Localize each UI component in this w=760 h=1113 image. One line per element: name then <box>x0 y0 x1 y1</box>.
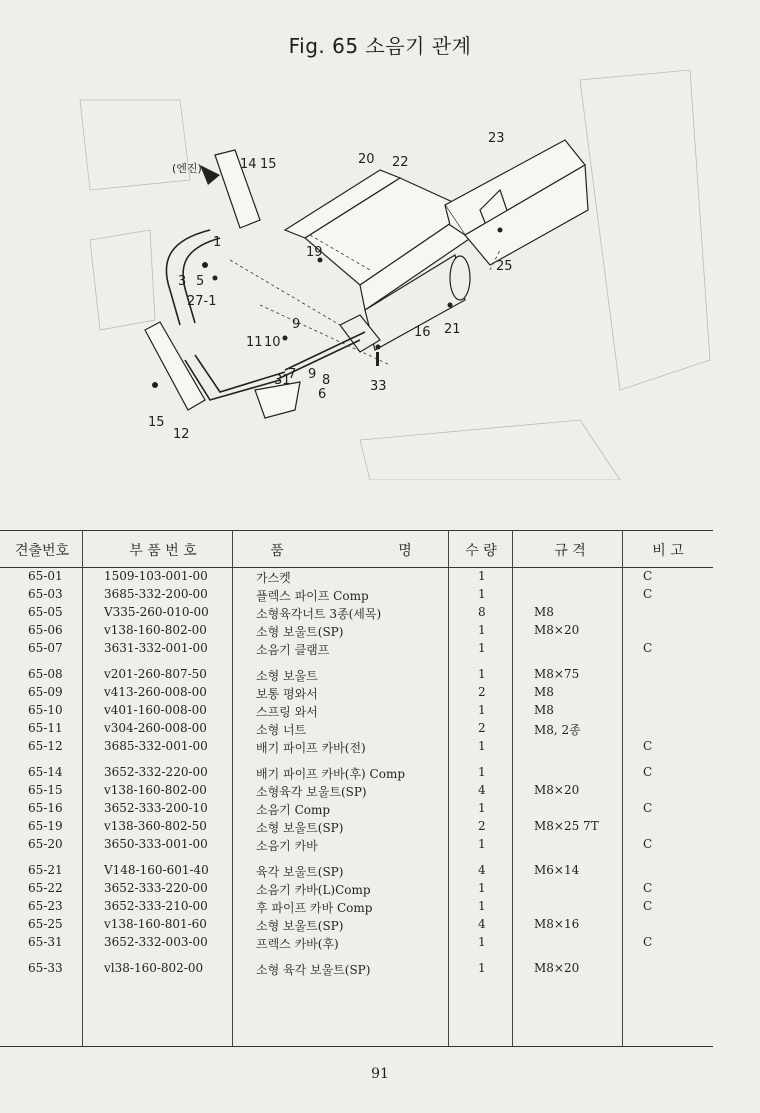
table-row <box>0 782 713 800</box>
quantity: 8 <box>478 605 486 619</box>
remarks: C <box>643 881 653 895</box>
svg-text:9: 9 <box>308 367 317 382</box>
quantity: 1 <box>478 837 486 851</box>
part-name: 소음기 Comp <box>256 803 331 817</box>
quantity: 1 <box>478 899 486 913</box>
part-ref-number: 65-20 <box>28 837 63 851</box>
part-number: v138-160-801-60 <box>104 917 207 931</box>
remarks: C <box>643 569 653 583</box>
table-row <box>0 622 713 640</box>
quantity: 1 <box>478 935 486 949</box>
quantity: 2 <box>478 819 486 833</box>
part-ref-number: 65-12 <box>28 739 63 753</box>
remarks: C <box>643 765 653 779</box>
remarks: C <box>643 641 653 655</box>
part-name: 소음기 클램프 <box>256 643 330 657</box>
part-name: 소형육각 보울트(SP) <box>256 785 367 799</box>
part-name: 소음기 카바 <box>256 839 318 853</box>
part-number: v201-260-807-50 <box>104 667 207 681</box>
part-ref-number: 65-05 <box>28 605 63 619</box>
part-ref-number: 65-21 <box>28 863 63 877</box>
svg-text:31: 31 <box>274 373 291 388</box>
remarks: C <box>643 935 653 949</box>
quantity: 1 <box>478 587 486 601</box>
svg-text:16: 16 <box>414 325 431 340</box>
header-part-no: 부 품 번 호 <box>129 543 197 559</box>
svg-text:10: 10 <box>264 335 281 350</box>
specification: M6×14 <box>534 863 580 877</box>
quantity: 1 <box>478 623 486 637</box>
table-row <box>0 568 713 586</box>
table-row <box>0 640 713 658</box>
part-ref-number: 65-14 <box>28 765 63 779</box>
table-row <box>0 800 713 818</box>
part-number: 3652-332-220-00 <box>104 765 208 779</box>
part-name: 후 파이프 카바 Comp <box>256 901 373 915</box>
table-row <box>0 934 713 952</box>
svg-text:5: 5 <box>196 274 205 289</box>
svg-text:7: 7 <box>288 367 297 382</box>
part-name: 보통 평와서 <box>256 687 318 701</box>
part-name: 소형 육각 보울트(SP) <box>256 963 371 977</box>
part-ref-number: 65-19 <box>28 819 63 833</box>
part-number: v401-160-008-00 <box>104 703 207 717</box>
table-row <box>0 666 713 684</box>
part-ref-number: 65-33 <box>28 961 63 975</box>
svg-text:11: 11 <box>246 335 263 350</box>
table-row <box>0 862 713 880</box>
header-qty: 수 량 <box>465 543 497 559</box>
table-row <box>0 764 713 782</box>
table-header <box>0 530 713 568</box>
specification: M8 <box>534 703 554 717</box>
part-name: 소형 보울트(SP) <box>256 919 344 933</box>
remarks: C <box>643 801 653 815</box>
svg-text:27-1: 27-1 <box>187 294 217 309</box>
svg-text:15: 15 <box>260 157 277 172</box>
part-number: 3685-332-001-00 <box>104 739 208 753</box>
specification: M8 <box>534 685 554 699</box>
remarks: C <box>643 587 653 601</box>
part-number: v413-260-008-00 <box>104 685 207 699</box>
part-number: 3631-332-001-00 <box>104 641 208 655</box>
part-ref-number: 65-11 <box>28 721 63 735</box>
specification: M8×25 7T <box>534 819 599 833</box>
specification: M8, 2종 <box>534 723 581 737</box>
part-number: 3685-332-200-00 <box>104 587 208 601</box>
svg-text:14: 14 <box>240 157 257 172</box>
part-number: 3652-333-200-10 <box>104 801 208 815</box>
part-ref-number: 65-16 <box>28 801 63 815</box>
part-name: 소형 보울트(SP) <box>256 821 344 835</box>
part-number: V148-160-601-40 <box>104 863 209 877</box>
svg-text:(엔진): (엔진) <box>172 162 202 175</box>
part-ref-number: 65-22 <box>28 881 63 895</box>
svg-text:1: 1 <box>213 235 222 250</box>
part-ref-number: 65-23 <box>28 899 63 913</box>
remarks: C <box>643 739 653 753</box>
specification: M8 <box>534 605 554 619</box>
part-ref-number: 65-10 <box>28 703 63 717</box>
table-row <box>0 818 713 836</box>
part-name: 소형 너트 <box>256 723 307 737</box>
part-ref-number: 65-08 <box>28 667 63 681</box>
header-name-a: 품 <box>270 543 284 559</box>
specification: M8×20 <box>534 623 580 637</box>
specification: M8×75 <box>534 667 580 681</box>
table-row <box>0 898 713 916</box>
engine-arrow-icon <box>200 165 220 185</box>
svg-text:8: 8 <box>322 373 331 388</box>
part-ref-number: 65-09 <box>28 685 63 699</box>
quantity: 1 <box>478 961 486 975</box>
specification: M8×20 <box>534 961 580 975</box>
header-name-b: 명 <box>398 543 412 559</box>
quantity: 1 <box>478 667 486 681</box>
part-number: 1509-103-001-00 <box>104 569 208 583</box>
svg-text:25: 25 <box>496 259 513 274</box>
specification: M8×16 <box>534 917 580 931</box>
part-name: 배기 파이프 카바(전) <box>256 741 366 755</box>
part-name: 소음기 카바(L)Comp <box>256 883 371 897</box>
quantity: 1 <box>478 739 486 753</box>
part-name: 소형 보울트 <box>256 669 318 683</box>
table-row <box>0 720 713 738</box>
part-number: 3650-333-001-00 <box>104 837 208 851</box>
svg-text:3: 3 <box>178 274 187 289</box>
exploded-view-diagram <box>60 60 720 480</box>
part-number: vl38-160-802-00 <box>104 961 204 975</box>
quantity: 4 <box>478 863 486 877</box>
part-number: v304-260-008-00 <box>104 721 207 735</box>
part-name: 소형 보울트(SP) <box>256 625 344 639</box>
svg-text:12: 12 <box>173 427 190 442</box>
part-name: 플렉스 파이프 Comp <box>256 589 369 603</box>
page-title: Fig. 65 소음기 관계 <box>288 34 472 58</box>
table-row <box>0 738 713 756</box>
part-number: 3652-332-003-00 <box>104 935 208 949</box>
part-ref-number: 65-25 <box>28 917 63 931</box>
part-number: v138-160-802-00 <box>104 623 207 637</box>
quantity: 1 <box>478 641 486 655</box>
quantity: 1 <box>478 703 486 717</box>
svg-text:22: 22 <box>392 155 409 170</box>
part-ref-number: 65-01 <box>28 569 63 583</box>
header-spec: 규 격 <box>554 543 586 559</box>
header-note: 비 고 <box>652 543 684 559</box>
table-row <box>0 880 713 898</box>
part-ref-number: 65-06 <box>28 623 63 637</box>
quantity: 1 <box>478 765 486 779</box>
quantity: 4 <box>478 783 486 797</box>
part-name: 배기 파이프 카바(후) Comp <box>256 767 406 781</box>
svg-text:23: 23 <box>488 131 505 146</box>
part-name: 프렉스 카바(후) <box>256 937 339 951</box>
table-row <box>0 960 713 978</box>
table-row <box>0 684 713 702</box>
part-number: v138-160-802-00 <box>104 783 207 797</box>
remarks: C <box>643 899 653 913</box>
table-row <box>0 916 713 934</box>
part-number: 3652-333-220-00 <box>104 881 208 895</box>
remarks: C <box>643 837 653 851</box>
part-name: 육각 보울트(SP) <box>256 865 344 879</box>
specification: M8×20 <box>534 783 580 797</box>
quantity: 2 <box>478 721 486 735</box>
svg-text:9: 9 <box>292 317 301 332</box>
svg-text:19: 19 <box>306 245 323 260</box>
part-ref-number: 65-15 <box>28 783 63 797</box>
part-name: 스프링 와서 <box>256 705 318 719</box>
quantity: 4 <box>478 917 486 931</box>
table-bottom-rule <box>0 1046 713 1047</box>
svg-text:6: 6 <box>318 387 327 402</box>
quantity: 1 <box>478 801 486 815</box>
svg-text:21: 21 <box>444 322 461 337</box>
part-number: V335-260-010-00 <box>104 605 209 619</box>
page-number: 91 <box>371 1066 389 1082</box>
svg-text:20: 20 <box>358 152 375 167</box>
part-ref-number: 65-07 <box>28 641 63 655</box>
part-ref-number: 65-31 <box>28 935 63 949</box>
quantity: 1 <box>478 881 486 895</box>
part-ref-number: 65-03 <box>28 587 63 601</box>
rear-pipe-23 <box>445 140 588 265</box>
quantity: 2 <box>478 685 486 699</box>
table-row <box>0 836 713 854</box>
part-number: 3652-333-210-00 <box>104 899 208 913</box>
table-row <box>0 604 713 622</box>
part-number: v138-360-802-50 <box>104 819 207 833</box>
quantity: 1 <box>478 569 486 583</box>
part-name: 소형육각너트 3종(세목) <box>256 607 382 621</box>
table-row <box>0 586 713 604</box>
part-name: 가스켓 <box>256 571 291 585</box>
svg-text:15: 15 <box>148 415 165 430</box>
header-no: 견출번호 <box>14 543 70 559</box>
svg-text:33: 33 <box>370 379 387 394</box>
table-row <box>0 702 713 720</box>
